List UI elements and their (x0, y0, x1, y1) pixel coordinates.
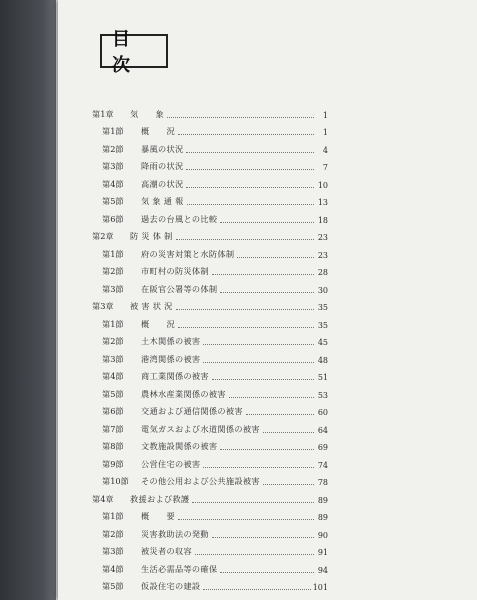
toc-page-number: 23 (317, 250, 328, 260)
toc-entry-number: 第3節 (102, 546, 124, 556)
toc-dot-leader (167, 117, 314, 118)
toc-entry-number: 第7節 (102, 423, 124, 434)
toc-section-row (92, 207, 328, 225)
toc-chapter-row (92, 487, 328, 505)
toc-page-number: 30 (317, 285, 328, 295)
toc-section-row (92, 522, 328, 540)
toc-dot-leader (263, 484, 314, 485)
toc-entry-label: 農林水産業関係の被害 (141, 388, 226, 399)
toc-entry-label: 電気ガスおよび水道関係の被害 (141, 423, 260, 434)
toc-page-number: 4 (322, 145, 328, 155)
toc-entry-number: 第1節 (102, 318, 124, 329)
toc-entry-label: 降雨の状況 (141, 161, 184, 171)
toc-entry-number: 第6節 (102, 406, 124, 416)
toc-dot-leader (246, 414, 314, 415)
toc-entry-number: 第9節 (102, 458, 124, 469)
toc-dot-leader (195, 554, 314, 555)
toc-page-number: 1 (322, 110, 328, 120)
toc-entry-label: 概 況 (141, 318, 175, 329)
background-shadow (0, 0, 60, 600)
toc-dot-leader (178, 327, 314, 328)
toc-page-number: 53 (317, 390, 328, 400)
toc-dot-leader (229, 397, 314, 398)
toc-dot-leader (220, 572, 314, 573)
toc-entry-label: 仮設住宅の建設 (141, 581, 201, 591)
toc-chapter-row (92, 225, 328, 243)
toc-dot-leader (203, 362, 314, 363)
toc-chapter-row (92, 102, 328, 120)
toc-entry-label: 過去の台風との比較 (141, 213, 218, 224)
toc-page-number: 69 (317, 443, 328, 452)
toc-entry-number: 第1章 (92, 108, 114, 119)
toc-section-row (92, 277, 328, 295)
toc-entry-number: 第3章 (92, 301, 114, 311)
toc-entry-number: 第8節 (102, 441, 124, 451)
toc-page-number: 35 (317, 320, 328, 330)
toc-dot-leader (212, 274, 314, 275)
toc-section-row (92, 330, 328, 348)
toc-dot-leader (176, 309, 314, 310)
toc-section-row (92, 400, 328, 418)
toc-title-box (100, 29, 168, 76)
toc-section-row (92, 557, 328, 575)
toc-dot-leader (212, 379, 314, 380)
toc-entry-label: 商工業関係の被害 (141, 371, 209, 381)
toc-section-row (92, 190, 328, 208)
toc-dot-leader (212, 537, 314, 538)
toc-entry-number: 第2節 (102, 143, 124, 154)
toc-entry-number: 第3節 (102, 161, 124, 171)
toc-entry-label: 被 害 状 況 (130, 301, 173, 311)
toc-page-number: 45 (317, 338, 328, 347)
toc-dot-leader (203, 467, 314, 468)
toc-section-row (92, 260, 328, 278)
toc-entry-label: 交通および通信関係の被害 (141, 406, 243, 416)
toc-dot-leader (203, 344, 314, 345)
toc-entry-label: 府の災害対策と水防体制 (141, 248, 235, 259)
toc-entry-label: 災害救助法の発動 (141, 528, 209, 539)
toc-section-row (92, 505, 328, 523)
toc-page-number: 28 (317, 268, 328, 277)
toc-dot-leader (178, 519, 314, 520)
toc-entry-label: 市町村の防災体制 (141, 266, 209, 276)
toc-page-number: 89 (317, 513, 328, 522)
toc-page-number: 35 (317, 303, 328, 312)
toc-entry-number: 第3節 (102, 353, 124, 364)
toc-entry-label: 被災者の収容 (141, 546, 192, 556)
toc-dot-leader (237, 257, 314, 258)
toc-chapter-row (92, 295, 328, 313)
toc-entry-label: 生活必需品等の確保 (141, 563, 218, 574)
toc-entry-number: 第4章 (92, 493, 114, 504)
toc-entry-number: 第4節 (102, 563, 124, 574)
toc-entry-label: 救援および救護 (130, 493, 190, 504)
toc-entry-label: 気 象 通 報 (141, 196, 184, 206)
toc-dot-leader (178, 134, 314, 135)
toc-page-number: 90 (317, 530, 328, 540)
toc-entry-number: 第1節 (102, 511, 124, 521)
toc-title: 目 次 (112, 29, 140, 76)
toc-section-row (92, 417, 328, 435)
toc-section-row (92, 452, 328, 470)
toc-entry-label: 文教施設関係の被害 (141, 441, 218, 451)
toc-page-number: 51 (317, 373, 328, 382)
toc-dot-leader (220, 222, 314, 223)
toc-dot-leader (187, 204, 314, 205)
toc-page-number: 13 (317, 198, 328, 207)
toc-page-number: 74 (317, 460, 328, 470)
toc-entry-label: 在阪官公署等の体制 (141, 283, 218, 294)
toc-section-row (92, 435, 328, 453)
toc-entry-number: 第3節 (102, 283, 124, 294)
toc-entry-label: 港湾関係の被害 (141, 353, 201, 364)
toc-dot-leader (220, 449, 314, 450)
toc-entry-number: 第1節 (102, 248, 124, 259)
toc-entry-label: 暴風の状況 (141, 143, 184, 154)
toc-dot-leader (192, 502, 314, 503)
toc-entry-label: 防 災 体 制 (130, 231, 173, 241)
toc-entry-label: 土木関係の被害 (141, 336, 201, 346)
toc-entry-label: 気 象 (130, 108, 164, 119)
toc-entry-label: 公営住宅の被害 (141, 458, 201, 469)
toc-section-row (92, 155, 328, 173)
toc-page-number: 94 (317, 565, 328, 575)
toc-entry-label: 概 要 (141, 511, 175, 521)
toc-page-number: 89 (317, 495, 328, 505)
toc-page-number: 18 (317, 215, 328, 225)
toc-section-row (92, 312, 328, 330)
toc-entry-number: 第5節 (102, 388, 124, 399)
toc-entry-number: 第6節 (102, 213, 124, 224)
toc-entry-number: 第4節 (102, 371, 124, 381)
toc-dot-leader (176, 239, 314, 240)
toc-entry-number: 第1節 (102, 126, 124, 136)
toc-page-number: 64 (317, 425, 328, 435)
toc-section-row (92, 172, 328, 190)
toc-entry-number: 第10節 (102, 476, 129, 486)
toc-entry-label: その他公用および公共施設被害 (141, 476, 260, 486)
toc-entry-label: 高潮の状況 (141, 178, 184, 189)
toc-dot-leader (186, 187, 314, 188)
toc-page-number: 101 (312, 583, 328, 592)
toc-dot-leader (220, 292, 314, 293)
toc-section-row (92, 382, 328, 400)
toc-dot-leader (263, 432, 314, 433)
toc-dot-leader (186, 152, 314, 153)
toc-dot-leader (203, 589, 310, 590)
toc-entry-number: 第2節 (102, 528, 124, 539)
toc-entry-number: 第5節 (102, 581, 124, 591)
toc-dot-leader (186, 169, 314, 170)
toc-entry-number: 第4節 (102, 178, 124, 189)
toc-page-number: 60 (317, 408, 328, 417)
toc-page-number: 48 (317, 355, 328, 365)
toc-section-row (92, 137, 328, 155)
toc-section-row (92, 365, 328, 383)
toc-page-number: 78 (317, 478, 328, 487)
toc-section-row (92, 120, 328, 138)
toc-entry-label: 概 況 (141, 126, 175, 136)
toc-page-number: 91 (317, 548, 328, 557)
toc-entry-number: 第2節 (102, 266, 124, 276)
toc-section-row (92, 242, 328, 260)
toc-page-number: 1 (322, 128, 328, 137)
toc-section-row (92, 347, 328, 365)
toc-entry-number: 第2節 (102, 336, 124, 346)
toc-section-row (92, 575, 328, 593)
toc-section-row (92, 470, 328, 488)
table-of-contents (92, 102, 328, 592)
toc-page-number: 10 (317, 180, 328, 190)
toc-page-number: 7 (322, 163, 328, 172)
toc-section-row (92, 540, 328, 558)
toc-entry-number: 第2章 (92, 231, 114, 241)
toc-entry-number: 第5節 (102, 196, 124, 206)
toc-page-number: 23 (317, 233, 328, 242)
